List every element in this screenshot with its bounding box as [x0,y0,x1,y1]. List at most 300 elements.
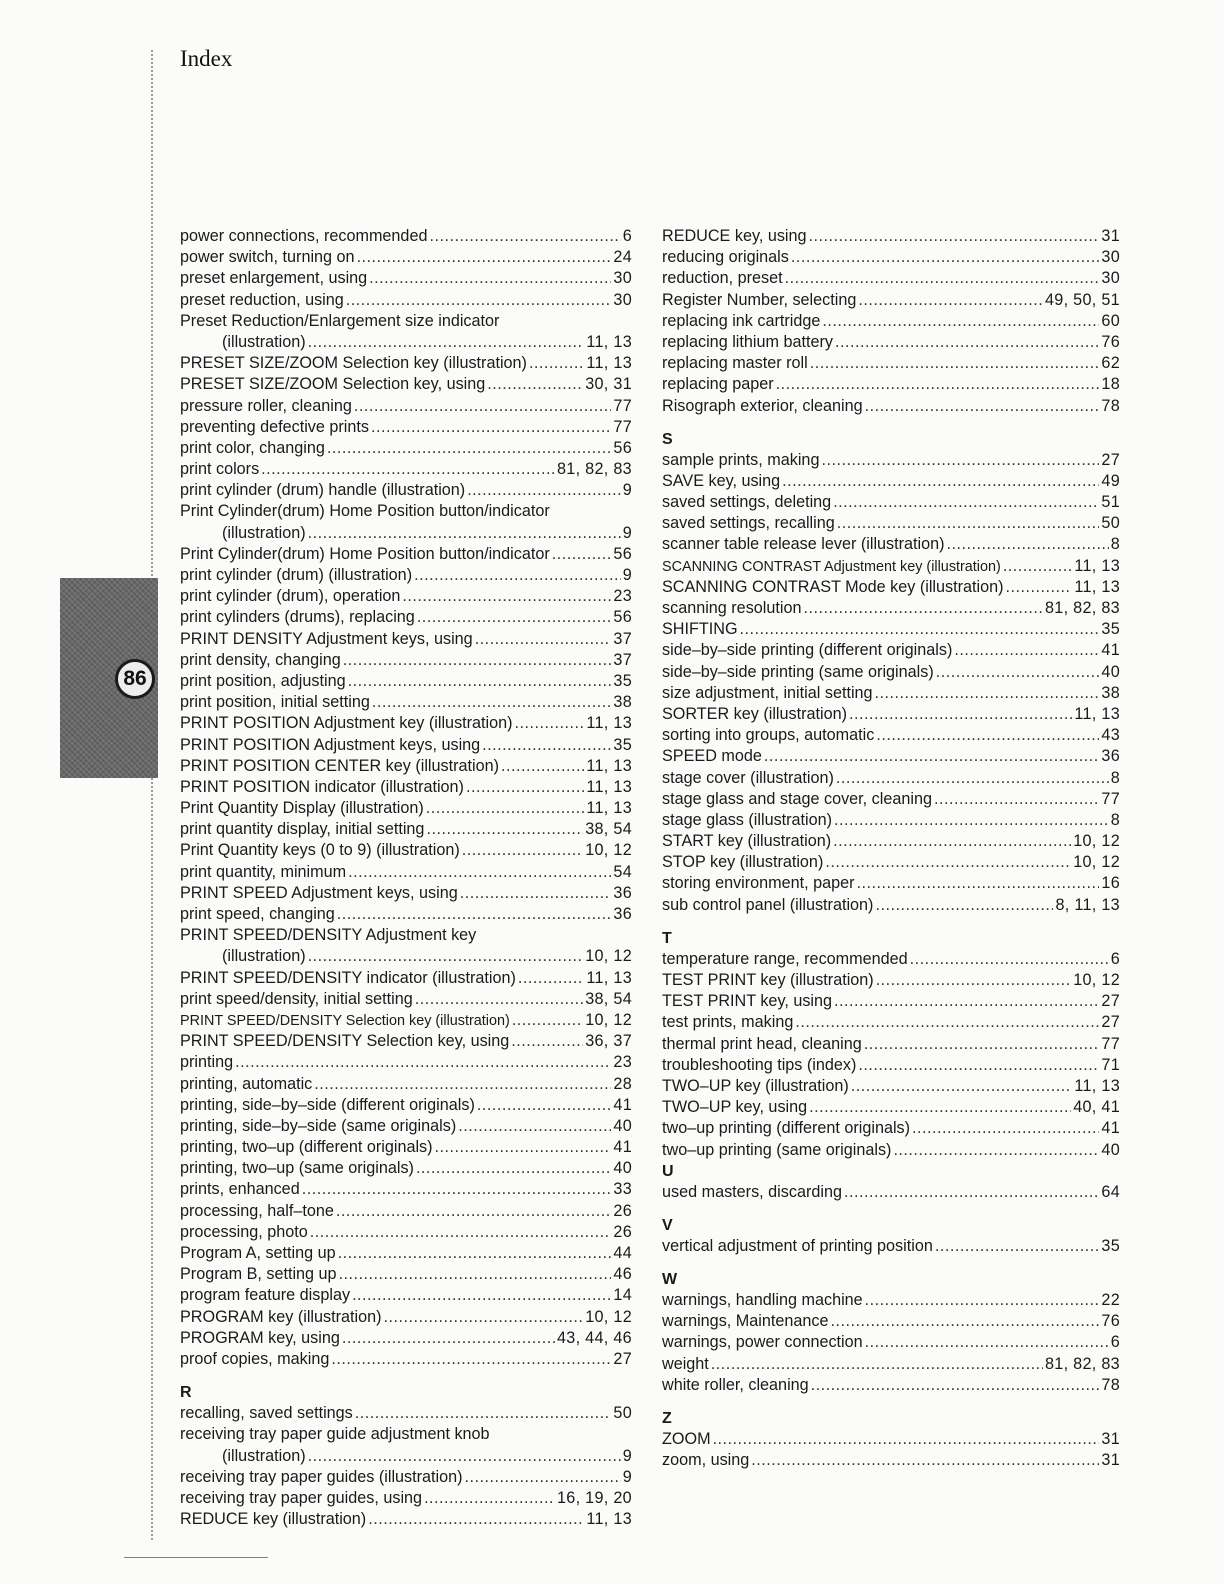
dot-leader [844,1182,1099,1203]
entry-term: saved settings, deleting [662,493,832,512]
dot-leader [482,735,611,756]
entry-term: PRINT SPEED/DENSITY Selection key, using [180,1032,510,1051]
index-entry [662,1012,1120,1033]
dot-leader [821,450,1099,471]
entry-page-numbers: 78 [1101,396,1120,415]
entry-term: reduction, preset [662,269,783,288]
entry-page-numbers: 6 [1110,1333,1120,1352]
index-section-letter: W [662,1271,678,1289]
entry-term: PRINT SPEED/DENSITY Selection key (illustration) [180,1012,510,1029]
dot-leader [803,598,1043,619]
entry-page-numbers: 77 [613,396,632,415]
entry-page-numbers: 41 [1101,641,1120,660]
dot-leader [810,353,1100,374]
dot-leader [415,989,583,1010]
dot-leader [372,692,612,713]
index-entry [180,1285,632,1306]
entry-page-numbers: 10, 12 [1073,971,1120,989]
dot-leader [348,671,612,692]
index-entry [180,713,632,734]
index-column-left [180,226,632,1530]
index-entry [180,756,632,777]
entry-term: preset enlargement, using [180,269,368,288]
index-entry [662,1332,1120,1353]
dot-leader [711,1354,1043,1375]
entry-term: recalling, saved settings [180,1404,353,1423]
entry-page-numbers: 30, 31 [585,375,632,394]
index-entry [662,704,1120,725]
entry-term: SCANNING CONTRAST Mode key (illustration) [662,577,1004,596]
entry-term: PRESET SIZE/ZOOM Selection key (illustration) [180,354,527,373]
entry-page-numbers: 10, 12 [585,841,632,860]
dot-leader [876,970,1072,991]
index-entry [662,873,1120,894]
index-entry [180,735,632,756]
entry-page-numbers: 9 [622,1467,632,1486]
entry-term: side–by–side printing (different originals) [662,641,953,660]
entry-page-numbers: 50 [1101,514,1120,533]
index-entry [662,374,1120,395]
entry-page-numbers: 38, 54 [585,820,632,839]
index-entry [180,777,632,798]
dot-leader [235,1052,611,1073]
entry-page-numbers: 11, 13 [586,332,632,351]
index-entry [180,1264,632,1285]
index-entry [180,819,632,840]
dot-leader [837,513,1100,534]
entry-term: print cylinder (drum) handle (illustration) [180,481,466,500]
entry-term: PRINT POSITION Adjustment keys, using [180,735,481,754]
entry-page-numbers: 37 [613,650,632,669]
index-entry [180,1116,632,1137]
bottom-rule [124,1557,268,1558]
entry-page-numbers: 11, 13 [586,354,632,373]
dot-leader [338,1243,612,1264]
entry-term: warnings, power connection [662,1333,863,1352]
entry-term: PRESET SIZE/ZOOM Selection key, using [180,375,486,394]
dot-leader [851,1076,1073,1097]
dot-leader [331,1349,611,1370]
entry-term: proof copies, making [180,1349,330,1368]
index-entry [180,862,632,883]
entry-page-numbers: 43 [1101,726,1120,745]
dot-leader [475,629,612,650]
dot-leader [934,789,1099,810]
index-section-letter: U [662,1162,674,1180]
dot-leader [339,1264,612,1285]
entry-term: two–up printing (different originals) [662,1119,911,1138]
entry-term: weight [662,1354,709,1373]
entry-page-numbers: 11, 13 [586,714,632,733]
entry-term: prints, enhanced [180,1180,300,1199]
entry-term: SHIFTING [662,620,738,639]
entry-page-numbers: 36 [1101,747,1120,766]
dot-leader [875,683,1100,704]
index-entry [180,904,632,925]
index-entry [180,1095,632,1116]
entry-term: reducing originals [662,248,789,267]
dot-leader [1003,556,1073,577]
entry-page-numbers: 16, 19, 20 [556,1488,632,1507]
entry-page-numbers: 77 [1101,1034,1120,1053]
index-entry [180,544,632,565]
dot-leader [795,1012,1099,1033]
entry-term: print quantity, minimum [180,862,347,881]
entry-page-numbers: 77 [1101,789,1120,808]
entry-term: preset reduction, using [180,290,344,309]
entry-term: program feature display [180,1286,351,1305]
entry-page-numbers: 81, 82, 83 [1044,599,1120,617]
index-entry [180,1074,632,1095]
index-entry [180,1349,632,1370]
dot-leader [833,492,1099,513]
dot-leader [417,607,612,628]
entry-page-numbers: 56 [613,608,632,627]
entry-term: used masters, discarding [662,1182,842,1201]
entry-page-numbers: 35 [613,671,632,690]
entry-page-numbers: 76 [1101,332,1120,351]
index-entry [662,1236,1120,1257]
index-entry [662,768,1120,789]
entry-term: Program B, setting up [180,1265,337,1284]
dot-leader [487,374,583,395]
dot-leader [501,756,584,777]
entry-page-numbers: 30 [613,269,632,288]
index-section-letter: Z [662,1410,672,1427]
index-entry [662,268,1120,289]
index-section-letter: V [662,1216,673,1234]
entry-page-numbers: 40, 41 [1073,1098,1120,1117]
entry-page-numbers: 37 [613,629,632,648]
dot-leader [857,873,1100,894]
dot-leader [791,247,1100,268]
index-entry [662,1182,1120,1203]
entry-term: replacing master roll [662,354,808,373]
entry-term: print cylinder (drum) (illustration) [180,566,413,584]
index-entry [662,1450,1120,1471]
entry-page-numbers: 26 [613,1222,632,1241]
entry-page-numbers: 10, 12 [585,947,632,966]
dot-leader [785,268,1100,289]
dot-leader [354,396,612,417]
index-entry [180,1158,632,1179]
entry-page-numbers: 33 [613,1180,632,1199]
entry-term: TEST PRINT key, using [662,992,833,1011]
entry-term: PRINT DENSITY Adjustment keys, using [180,629,473,648]
entry-page-numbers: 8 [1110,810,1120,829]
entry-page-numbers: 8, 11, 13 [1055,895,1120,914]
entry-page-numbers: 51 [1101,493,1120,512]
dot-leader [343,650,612,671]
entry-page-numbers: 40 [1101,1140,1120,1159]
entry-term: PRINT POSITION Adjustment key (illustration) [180,714,513,733]
dot-leader [477,1095,612,1116]
dot-leader [893,1140,1099,1161]
entry-term: Risograph exterior, cleaning [662,396,863,415]
entry-page-numbers: 27 [613,1349,632,1368]
entry-term: storing environment, paper [662,874,855,893]
entry-term: print density, changing [180,650,341,669]
entry-page-numbers: 31 [1101,227,1120,245]
entry-term: receiving tray paper guide adjustment knob [180,1425,490,1444]
dot-leader [512,1010,583,1031]
entry-term: receiving tray paper guides, using [180,1488,423,1507]
entry-term: PRINT SPEED/DENSITY Adjustment key [180,926,477,945]
index-entry [662,492,1120,513]
entry-term: two–up printing (same originals) [662,1140,892,1159]
index-entry [662,852,1120,873]
entry-term: Preset Reduction/Enlargement size indicator [180,311,500,330]
dot-leader [460,883,612,904]
index-entry [180,1031,632,1052]
entry-page-numbers: 9 [622,566,632,584]
entry-term: side–by–side printing (same originals) [662,662,934,681]
dot-leader [308,1446,621,1467]
index-entry [180,396,632,417]
index-entry [180,417,632,438]
entry-term: printing, side–by–side (same originals) [180,1116,457,1135]
entry-page-numbers: 64 [1101,1182,1120,1201]
entry-term: Print Quantity Display (illustration) [180,799,424,818]
entry-page-numbers: 46 [613,1265,632,1284]
entry-page-numbers: 11, 13 [1074,577,1120,596]
entry-term: temperature range, recommended [662,949,908,968]
index-entry [662,396,1120,417]
index-entry [180,798,632,819]
index-entry [662,970,1120,991]
entry-term: print position, adjusting [180,671,346,690]
entry-term: SORTER key (illustration) [662,704,848,723]
index-entry [662,1076,1120,1097]
entry-page-numbers: 56 [613,438,632,457]
index-entry [662,949,1120,970]
dot-leader [830,1311,1099,1332]
entry-term: TWO–UP key (illustration) [662,1076,849,1095]
index-entry [180,1179,632,1200]
dot-leader [865,1290,1100,1311]
index-entry [662,577,1120,598]
dot-leader [935,1236,1100,1257]
dot-leader [435,1137,612,1158]
entry-page-numbers: 56 [613,544,632,563]
index-section-letter: T [662,929,672,947]
dot-leader [912,1118,1099,1139]
entry-term: Register Number, selecting [662,290,857,309]
dot-leader [954,640,1099,661]
entry-term: PRINT POSITION CENTER key (illustration) [180,756,500,775]
dot-leader [402,586,611,607]
dot-leader [466,777,584,798]
entry-term: PRINT SPEED/DENSITY indicator (illustration) [180,968,516,987]
entry-page-numbers: 36 [613,905,632,923]
entry-term: receiving tray paper guides (illustration) [180,1467,463,1486]
index-entry [662,471,1120,492]
entry-page-numbers: 40 [1101,662,1120,681]
entry-term: stage cover (illustration) [662,768,834,787]
entry-term: processing, photo [180,1222,308,1241]
index-entry [180,1488,632,1509]
entry-term-continued: (illustration) [222,523,306,542]
index-entry [180,459,632,480]
index-entry [662,226,1120,247]
entry-page-numbers: 10, 12 [585,1010,632,1029]
dot-leader [811,1375,1100,1396]
entry-term: print speed, changing [180,905,335,923]
index-section-letter: R [180,1384,192,1402]
entry-page-numbers: 35 [613,735,632,754]
index-entry [180,565,632,586]
dot-leader [336,1201,612,1222]
entry-term: size adjustment, initial setting [662,683,873,702]
entry-term: warnings, Maintenance [662,1312,829,1331]
entry-page-numbers: 49, 50, 51 [1044,290,1120,309]
entry-page-numbers: 40 [613,1116,632,1135]
entry-term: TWO–UP key, using [662,1098,808,1117]
index-entry [180,1467,632,1488]
entry-page-numbers: 30 [1101,248,1120,267]
index-entry [662,1375,1120,1396]
entry-term: replacing paper [662,375,774,394]
index-entry [662,598,1120,619]
index-entry [180,480,632,501]
entry-page-numbers: 24 [613,248,632,267]
entry-page-numbers: 77 [613,417,632,436]
dot-leader [357,247,612,268]
index-entry [180,1222,632,1243]
index-entry [180,1137,632,1158]
entry-page-numbers: 16 [1101,874,1120,893]
entry-term: zoom, using [662,1451,750,1470]
index-entry [180,290,632,311]
entry-page-numbers: 18 [1101,375,1120,394]
entry-page-numbers: 28 [613,1074,632,1093]
entry-page-numbers: 26 [613,1201,632,1220]
dot-leader [352,1285,611,1306]
index-entry [662,640,1120,661]
index-entry [180,629,632,650]
index-entry [180,607,632,628]
index-entry [180,840,632,861]
index-entry [180,268,632,289]
entry-term: PRINT SPEED Adjustment keys, using [180,883,458,902]
dot-leader [833,831,1071,852]
index-entry [662,1140,1120,1161]
entry-page-numbers: 14 [613,1286,632,1305]
index-entry [662,247,1120,268]
entry-term-continued: (illustration) [222,332,306,351]
entry-term: sample prints, making [662,450,820,469]
entry-page-numbers: 10, 12 [585,1307,632,1326]
index-entry [662,450,1120,471]
index-entry [662,746,1120,767]
dot-leader [849,704,1072,725]
dot-leader [424,1488,555,1509]
index-entry [662,619,1120,640]
entry-page-numbers: 6 [622,227,632,245]
entry-term: TEST PRINT key (illustration) [662,971,874,989]
dot-leader [834,991,1099,1012]
entry-page-numbers: 11, 13 [586,799,632,818]
entry-page-numbers: 44 [613,1244,632,1262]
entry-page-numbers: 27 [1101,1013,1120,1032]
index-entry [662,1034,1120,1055]
index-entry [180,1328,632,1349]
entry-term: SPEED mode [662,747,762,766]
dot-leader [947,534,1109,555]
entry-page-numbers: 36 [613,883,632,902]
entry-page-numbers: 38 [613,693,632,712]
dot-leader [836,768,1109,789]
entry-page-numbers: 40 [613,1159,632,1178]
index-entry [662,683,1120,704]
entry-term: troubleshooting tips (index) [662,1055,857,1074]
entry-page-numbers: 81, 82, 83 [556,460,632,479]
entry-term-continued: (illustration) [222,947,306,966]
entry-term: print cylinders (drums), replacing [180,608,415,627]
entry-term: Program A, setting up [180,1244,336,1262]
index-entry [180,925,632,967]
dot-leader [858,1055,1099,1076]
entry-page-numbers: 35 [1101,620,1120,639]
dot-leader [776,374,1100,395]
entry-page-numbers: 81, 82, 83 [1044,1354,1120,1373]
dot-leader [764,746,1100,767]
dot-leader [835,332,1099,353]
entry-page-numbers: 11, 13 [586,968,632,987]
entry-term: test prints, making [662,1013,794,1032]
index-entry [662,789,1120,810]
dot-leader [515,713,585,734]
index-entry [180,247,632,268]
dot-leader [876,725,1099,746]
entry-page-numbers: 78 [1101,1375,1120,1394]
dot-leader [308,332,585,353]
entry-page-numbers: 31 [1101,1451,1120,1470]
entry-page-numbers: 9 [622,523,632,542]
entry-term: scanner table release lever (illustration) [662,535,945,554]
entry-page-numbers: 50 [613,1404,632,1423]
dot-leader [865,1332,1109,1353]
dot-leader [552,544,612,565]
entry-term: stage glass and stage cover, cleaning [662,789,932,808]
dot-leader [346,290,612,311]
dot-leader [416,1158,611,1179]
index-entry [662,1429,1120,1450]
dot-leader [310,1222,612,1243]
entry-page-numbers: 38, 54 [585,989,632,1008]
entry-term: sorting into groups, automatic [662,726,875,745]
dot-leader [368,1509,584,1530]
index-entry [180,671,632,692]
entry-page-numbers: 22 [1101,1291,1120,1310]
dot-leader [825,852,1071,873]
index-entry [180,650,632,671]
entry-term: PROGRAM key, using [180,1328,340,1347]
entry-page-numbers: 43, 44, 46 [556,1328,632,1347]
entry-page-numbers: 71 [1101,1055,1120,1074]
entry-term: power connections, recommended [180,227,428,245]
dot-leader [348,862,611,883]
entry-term: stage glass (illustration) [662,810,833,829]
dot-leader [458,1116,611,1137]
entry-page-numbers: 31 [1101,1430,1120,1448]
entry-page-numbers: 60 [1101,311,1120,330]
index-entry [662,1097,1120,1118]
entry-term: printing, two–up (different originals) [180,1138,433,1157]
entry-page-numbers: 49 [1101,471,1120,490]
dot-leader [865,396,1100,417]
entry-page-numbers: 41 [613,1138,632,1157]
